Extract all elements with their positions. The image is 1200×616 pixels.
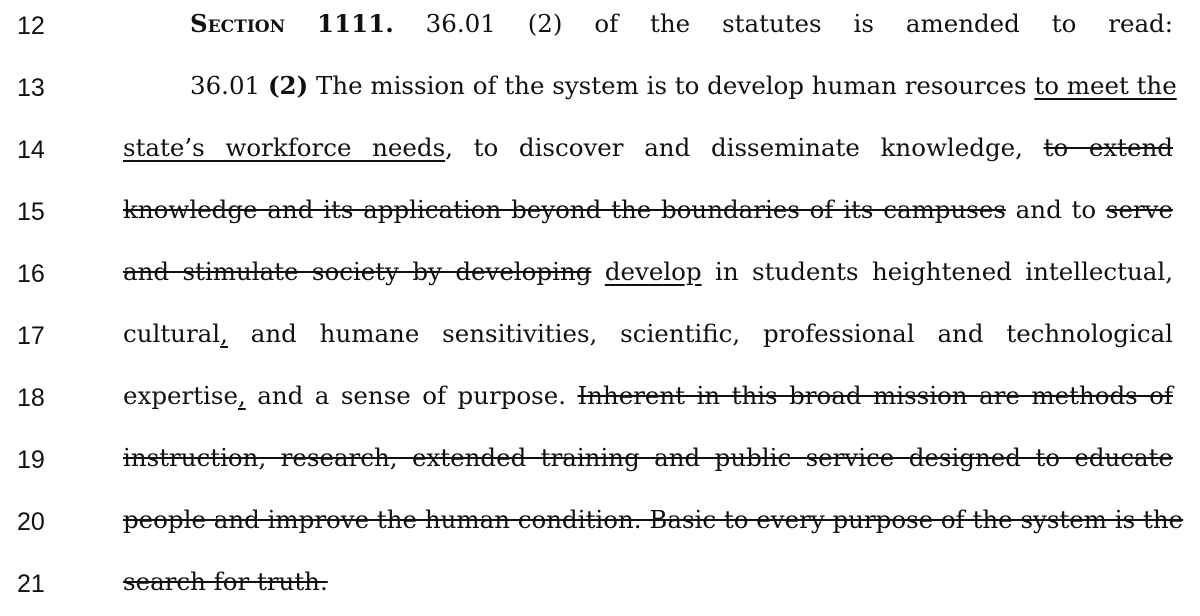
text-segment: in students heightened intellectual, bbox=[701, 257, 1173, 286]
inserted-text: , bbox=[237, 381, 246, 410]
deleted-text: serve bbox=[1105, 195, 1173, 224]
text-segment: The mission of the system is to develop human resources bbox=[308, 71, 1035, 100]
line-text bbox=[123, 569, 1173, 596]
inserted-text: develop bbox=[604, 257, 702, 286]
deleted-text: instruction, research, extended training and public service designed to educate bbox=[123, 443, 1173, 472]
text-segment: 36.01 (2) of the statutes is amended to read: bbox=[393, 9, 1173, 38]
inserted-text: , bbox=[220, 319, 228, 348]
deleted-text: people and improve the human condition. Basic to every purpose of the system is the bbox=[123, 505, 1184, 534]
line-text bbox=[123, 11, 1173, 38]
line-number: 20 bbox=[17, 508, 45, 536]
line-number: 19 bbox=[17, 446, 45, 474]
bold-text: (2) bbox=[267, 71, 309, 100]
deleted-text: and stimulate society by developing bbox=[123, 257, 592, 286]
deleted-text: knowledge and its application beyond the boundaries of its campuses bbox=[123, 195, 1006, 224]
line-text bbox=[123, 71, 1177, 100]
line-number: 12 bbox=[17, 12, 45, 40]
text-segment: and a sense of purpose. bbox=[245, 381, 578, 410]
line-number: 16 bbox=[17, 260, 45, 288]
line-text bbox=[123, 445, 1173, 472]
line-number: 21 bbox=[17, 570, 45, 598]
line-text bbox=[123, 321, 1173, 348]
inserted-text: to meet the bbox=[1034, 71, 1177, 100]
line-number: 14 bbox=[17, 136, 45, 164]
bold-text: 1111. bbox=[317, 9, 394, 38]
text-segment bbox=[285, 9, 317, 38]
line-text bbox=[123, 383, 1173, 410]
line-number: 13 bbox=[17, 74, 45, 102]
text-segment: 36.01 bbox=[190, 71, 268, 100]
line-number: 18 bbox=[17, 384, 45, 412]
text-segment: expertise bbox=[123, 381, 238, 410]
text-segment: cultural bbox=[123, 319, 221, 348]
line-text bbox=[123, 505, 1184, 534]
section-heading: Section bbox=[190, 9, 286, 38]
inserted-text: state’s workforce needs bbox=[123, 133, 446, 162]
deleted-text: to extend bbox=[1043, 133, 1173, 162]
deleted-text: Inherent in this broad mission are methods of bbox=[577, 381, 1173, 410]
line-number: 15 bbox=[17, 198, 45, 226]
line-text bbox=[123, 135, 1173, 162]
line-number: 17 bbox=[17, 322, 45, 350]
line-text bbox=[123, 259, 1173, 286]
text-segment: and humane sensitivities, scientific, professional and technological bbox=[227, 319, 1173, 348]
text-segment: , to discover and disseminate knowledge, bbox=[445, 133, 1044, 162]
line-text bbox=[123, 197, 1173, 224]
text-segment bbox=[591, 257, 604, 286]
deleted-text: search for truth. bbox=[123, 567, 328, 596]
text-segment: and to bbox=[1005, 195, 1106, 224]
